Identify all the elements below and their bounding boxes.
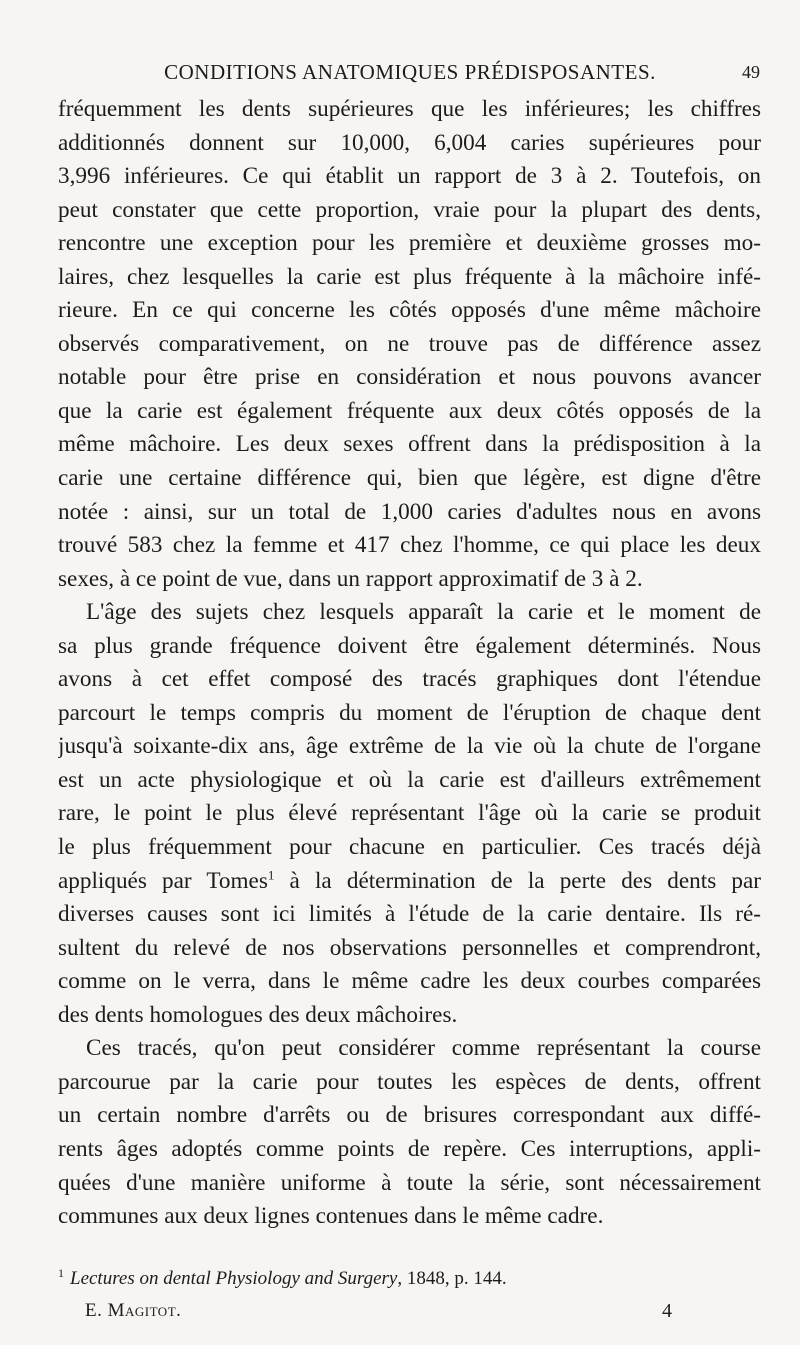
paragraph-start-line: L'âge des sujets chez lesquels apparaît la carie et le moment de (86, 599, 761, 626)
text-line: notable pour être prise en considération et nous pouvons avancer (58, 364, 761, 391)
text-line: rents âges adoptés comme points de repère. Ces interruptions, appli- (58, 1135, 761, 1162)
text-line: un certain nombre d'arrêts ou de brisures correspondant aux diffé- (58, 1102, 761, 1129)
text-line: sa plus grande fréquence doivent être également déterminés. Nous (58, 632, 761, 659)
text-line: peut constater que cette proportion, vraie pour la plupart des dents, (58, 196, 761, 223)
text-line: trouvé 583 chez la femme et 417 chez l'homme, ce qui place les deux (58, 532, 761, 559)
text-line: avons à cet effet composé des tracés graphiques dont l'étendue (58, 666, 761, 693)
footnote-reference[interactable]: 1 (267, 866, 275, 882)
text-line: comme on le verra, dans le même cadre les deux courbes comparées (58, 968, 761, 995)
text-line: carie une certaine différence qui, bien que légère, est digne d'être (58, 465, 761, 492)
text-line: rencontre une exception pour les première et deuxième grosses mo- (58, 230, 761, 257)
text-line: sultent du relevé de nos observations personnelles et comprendront, (58, 934, 761, 961)
footnote-mark: 1 (58, 1265, 64, 1280)
printer-signature: E. Magitot. (85, 1300, 182, 1321)
page-number: 49 (742, 62, 760, 82)
running-head (60, 57, 760, 87)
text-line: quées d'une manière uniforme à toute la série, sont nécessairement (58, 1169, 761, 1196)
text-line: sexes, à ce point de vue, dans un rapport approximatif de 3 à 2. (58, 565, 643, 592)
running-title: CONDITIONS ANATOMIQUES PRÉDISPOSANTES. (164, 60, 656, 84)
text-line: observés comparativement, on ne trouve pas de différence assez (58, 330, 761, 357)
text-line: même mâchoire. Les deux sexes offrent dans la prédisposition à la (58, 431, 761, 458)
footnote-citation: , 1848, p. 144. (397, 1268, 507, 1289)
line-head: appliqués par Tomes (58, 867, 268, 894)
text-line: est un acte physiologique et où la carie est d'ailleurs extrêmement (58, 766, 761, 793)
text-line: parcourue par la carie pour toutes les espèces de dents, offrent (58, 1068, 761, 1095)
text-line: 3,996 inférieures. Ce qui établit un rapport de 3 à 2. Toutefois, on (58, 163, 761, 190)
text-line: des dents homologues des deux mâchoires. (58, 1001, 458, 1028)
text-line: jusqu'à soixante-dix ans, âge extrême de la vie où la chute de l'organe (58, 733, 761, 760)
text-line: laires, chez lesquelles la carie est plus fréquente à la mâchoire infé- (58, 263, 761, 290)
text-line: fréquemment les dents supérieures que les inférieures; les chiffres (58, 96, 761, 122)
text-line: additionnés donnent sur 10,000, 6,004 caries supérieures pour (58, 129, 761, 156)
body-text (58, 93, 761, 1234)
text-line: diverses causes sont ici limités à l'étude de la carie dentaire. Ils ré- (58, 901, 761, 928)
footnote (58, 1264, 761, 1294)
footnote-title: Lectures on dental Physiology and Surgery (70, 1268, 398, 1289)
text-line: que la carie est également fréquente aux deux côtés opposés de la (58, 397, 761, 424)
text-line-with-footnote-ref (58, 865, 761, 899)
text-line: communes aux deux lignes contenues dans le même cadre. (58, 1203, 604, 1230)
line-tail: à la détermination de la perte des dents par (274, 867, 761, 894)
text-line: parcourt le temps compris du moment de l'éruption de chaque dent (58, 699, 761, 726)
sheet-number: 4 (662, 1300, 672, 1322)
text-line: notée : ainsi, sur un total de 1,000 caries d'adultes nous en avons (58, 498, 761, 525)
text-line: rieure. En ce qui concerne les côtés opposés d'une même mâchoire (58, 297, 761, 324)
text-line: rare, le point le plus élevé représentant l'âge où la carie se produit (58, 800, 761, 827)
paragraph-start-line: Ces tracés, qu'on peut considérer comme représentant la course (86, 1035, 761, 1062)
text-line: le plus fréquemment pour chacune en particulier. Ces tracés déjà (58, 834, 761, 861)
